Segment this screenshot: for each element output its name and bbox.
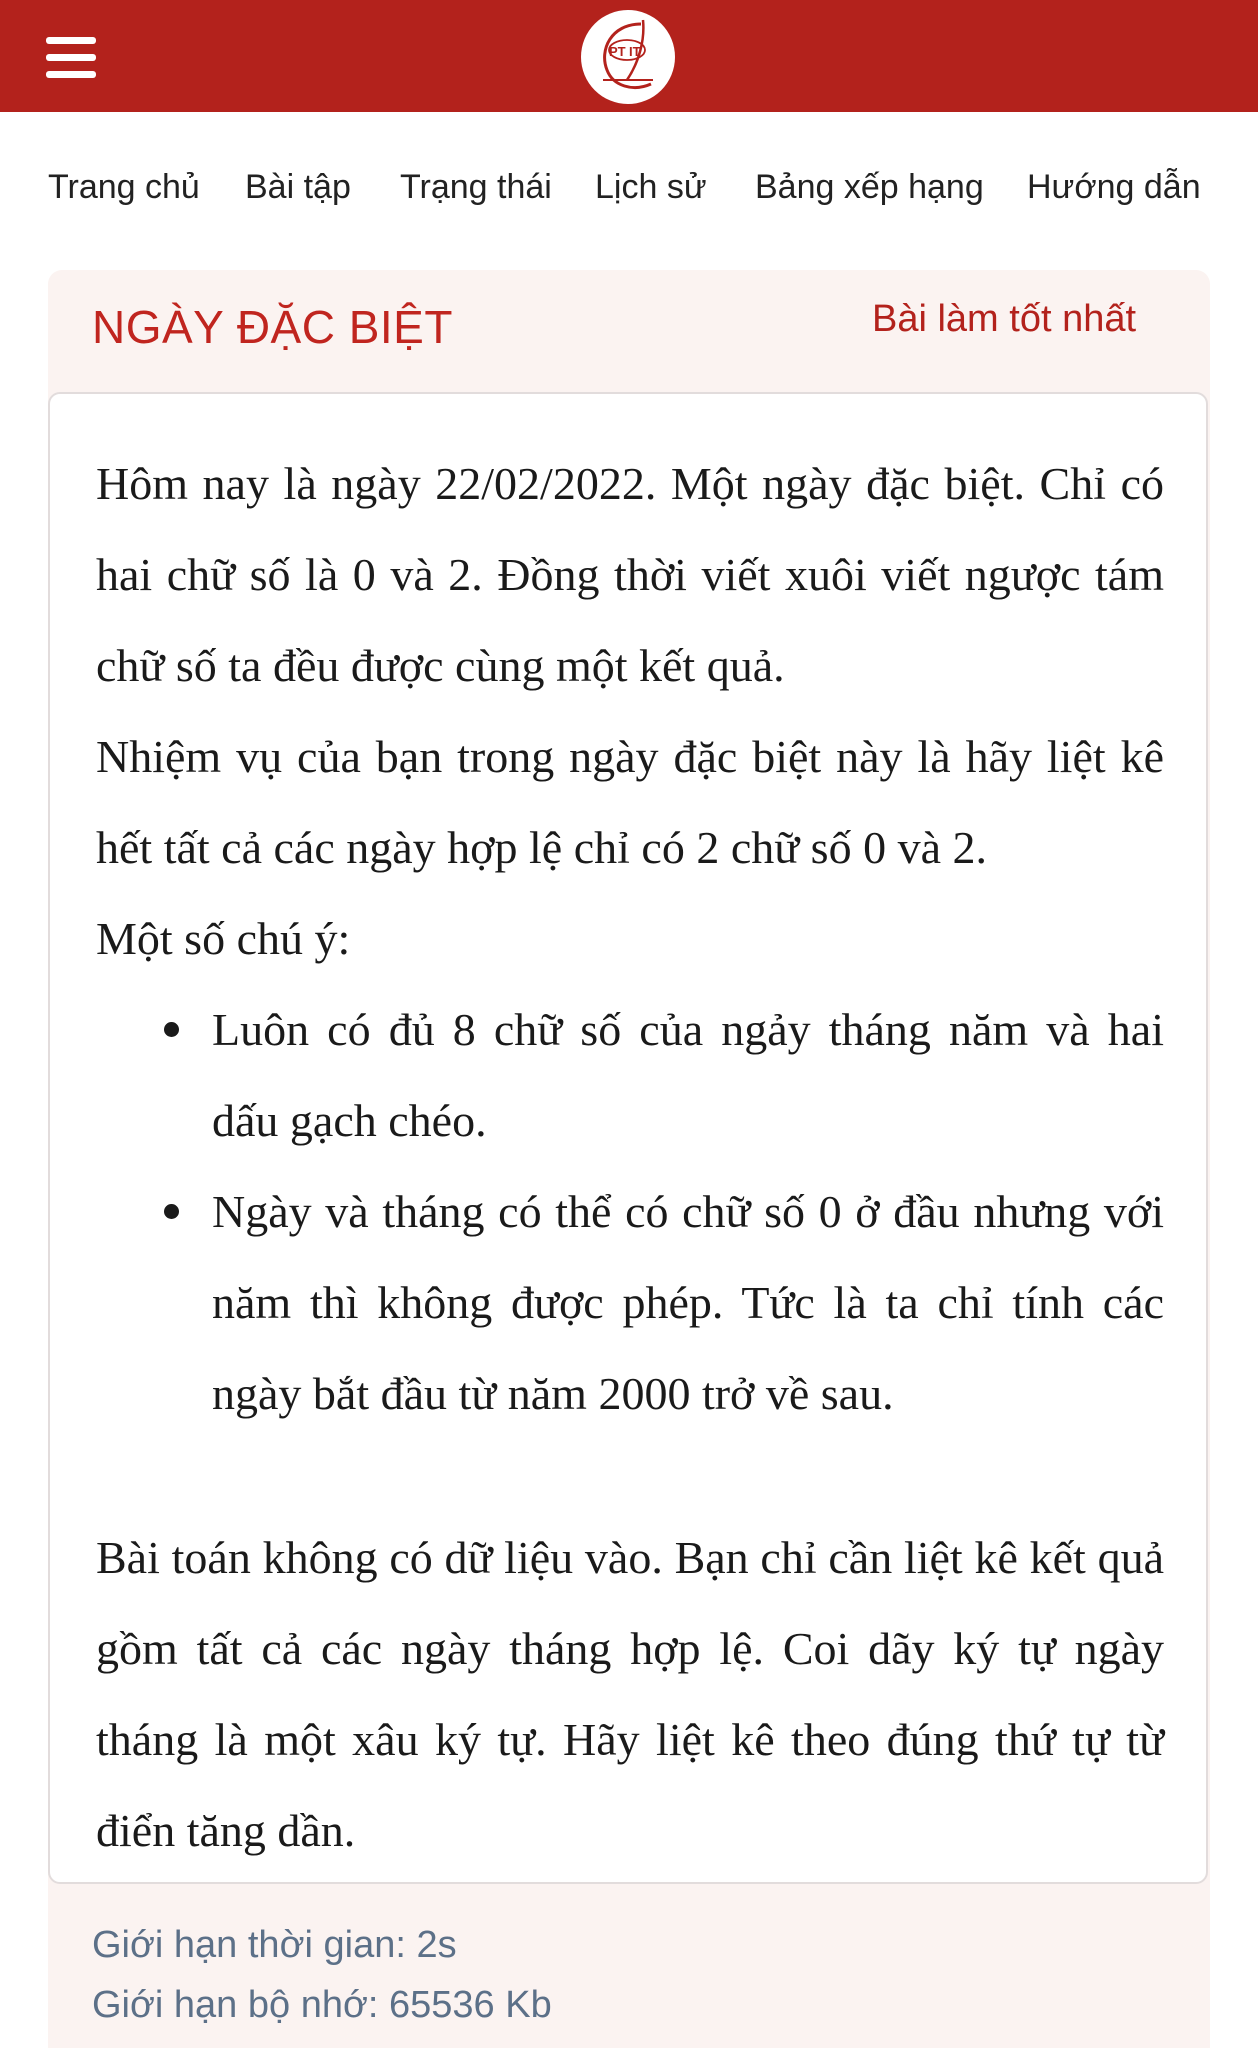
svg-text:IT: IT <box>629 44 641 59</box>
ptit-logo[interactable] <box>581 10 675 104</box>
ptit-logo-icon <box>581 10 675 104</box>
problem-title: NGÀY ĐẶC BIỆT <box>92 301 453 353</box>
nav-ranking[interactable]: Bảng xếp hạng <box>755 168 984 206</box>
statement-paragraph-1: Hôm nay là ngày 22/02/2022. Một ngày đặc biệt. Chỉ có hai chữ số là 0 và 2. Đồng thời viết xuôi viết ngược tám chữ số ta đều được cùng một kết quả. <box>96 458 1164 691</box>
statement-paragraph-2: Nhiệm vụ của bạn trong ngày đặc biệt này là hãy liệt kê hết tất cả các ngày hợp lệ chỉ có 2 chữ số 0 và 2. <box>96 731 1164 873</box>
note-item-2: Ngày và tháng có thể có chữ số 0 ở đầu nhưng với năm thì không được phép. Tức là ta chỉ tính các ngày bắt đầu từ năm 2000 trở về sau. <box>212 1186 1164 1419</box>
problem-statement <box>48 392 1208 1884</box>
nav-home[interactable]: Trang chủ <box>48 168 200 206</box>
note-item-1: Luôn có đủ 8 chữ số của ngảy tháng năm và hai dấu gạch chéo. <box>212 1004 1164 1146</box>
nav-history[interactable]: Lịch sử <box>595 168 707 206</box>
notes-heading: Một số chú ý: <box>96 913 351 964</box>
bullet-icon <box>164 1204 179 1219</box>
time-limit: Giới hạn thời gian: 2s <box>92 1924 457 1966</box>
best-solution-link[interactable]: Bài làm tốt nhất <box>872 298 1137 340</box>
main-nav <box>0 150 1258 230</box>
bullet-icon <box>164 1022 179 1037</box>
statement-closing: Bài toán không có dữ liệu vào. Bạn chỉ cần liệt kê kết quả gồm tất cả các ngày tháng hợp lệ. Coi dãy ký tự ngày tháng là một xâu ký tự. Hãy liệt kê theo đúng thứ tự từ điển tăng dần. <box>96 1532 1164 1856</box>
nav-guide[interactable]: Hướng dẫn <box>1027 168 1201 206</box>
nav-exercises[interactable]: Bài tập <box>245 168 351 206</box>
top-app-bar <box>0 0 1258 112</box>
memory-limit: Giới hạn bộ nhớ: 65536 Kb <box>92 1984 552 2026</box>
svg-text:PT: PT <box>609 44 626 59</box>
nav-status[interactable]: Trạng thái <box>400 168 552 206</box>
hamburger-menu-icon[interactable] <box>46 37 96 79</box>
